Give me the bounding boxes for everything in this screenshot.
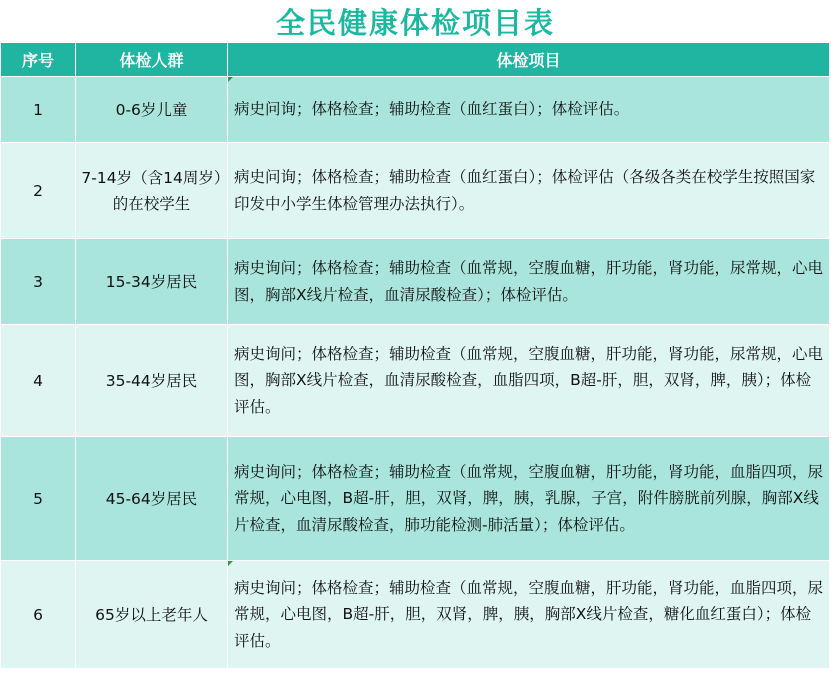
header-row bbox=[1, 43, 830, 77]
header-items[interactable]: 体检项目 bbox=[228, 43, 830, 77]
cell-number[interactable]: 1 bbox=[1, 77, 76, 143]
cell-group[interactable]: 15-34岁居民 bbox=[76, 239, 228, 325]
comment-indicator-icon bbox=[228, 77, 233, 82]
cell-items[interactable]: 病史询问；体格检查；辅助检查（血常规，空腹血糖，肝功能，肾功能，尿常规，心电图，胸部X线片检查，血清尿酸检查，血脂四项，B超-肝，胆，双肾，脾，胰）；体检评估。 bbox=[228, 325, 830, 437]
table-row bbox=[1, 239, 830, 325]
header-number[interactable]: 序号 bbox=[1, 43, 76, 77]
table-row bbox=[1, 325, 830, 437]
checkup-table bbox=[0, 42, 830, 669]
cell-number[interactable]: 6 bbox=[1, 561, 76, 669]
cell-number[interactable]: 2 bbox=[1, 143, 76, 239]
cell-items-text: 病史询问；体格检查；辅助检查（血常规，空腹血糖，肝功能，肾功能，血脂四项，尿常规，心电图，B超-肝，胆，双肾，脾，胰，胸部X线片检查，糖化血红蛋白）；体检评估。 bbox=[234, 578, 824, 650]
cell-items[interactable] bbox=[228, 77, 830, 143]
cell-number[interactable]: 5 bbox=[1, 437, 76, 561]
cell-group[interactable]: 65岁以上老年人 bbox=[76, 561, 228, 669]
cell-group[interactable]: 45-64岁居民 bbox=[76, 437, 228, 561]
cell-number[interactable]: 4 bbox=[1, 325, 76, 437]
cell-group[interactable]: 7-14岁（含14周岁）的在校学生 bbox=[76, 143, 228, 239]
table-row bbox=[1, 437, 830, 561]
cell-group[interactable]: 35-44岁居民 bbox=[76, 325, 228, 437]
cell-group[interactable]: 0-6岁儿童 bbox=[76, 77, 228, 143]
cell-items[interactable] bbox=[228, 561, 830, 669]
cell-items[interactable]: 病史询问；体格检查；辅助检查（血常规，空腹血糖，肝功能，肾功能，尿常规，心电图，胸部X线片检查，血清尿酸检查）；体检评估。 bbox=[228, 239, 830, 325]
cell-items-text: 病史问询；体格检查；辅助检查（血红蛋白）；体检评估。 bbox=[234, 100, 630, 119]
cell-number[interactable]: 3 bbox=[1, 239, 76, 325]
table-title: 全民健康体检项目表 bbox=[275, 5, 555, 40]
cell-items[interactable]: 病史问询；体格检查；辅助检查（血红蛋白）；体检评估（各级各类在校学生按照国家印发中小学生体检管理办法执行）。 bbox=[228, 143, 830, 239]
cell-items[interactable]: 病史询问；体格检查；辅助检查（血常规，空腹血糖，肝功能，肾功能，血脂四项，尿常规，心电图，B超-肝，胆，双肾，脾，胰，乳腺，子宫，附件膀胱前列腺，胸部X线片检查，血清尿酸检查，肺功能检测-肺活量）；体检评估。 bbox=[228, 437, 830, 561]
table-row bbox=[1, 77, 830, 143]
table-row bbox=[1, 143, 830, 239]
table-row bbox=[1, 561, 830, 669]
comment-indicator-icon bbox=[228, 561, 233, 566]
header-group[interactable]: 体检人群 bbox=[76, 43, 228, 77]
